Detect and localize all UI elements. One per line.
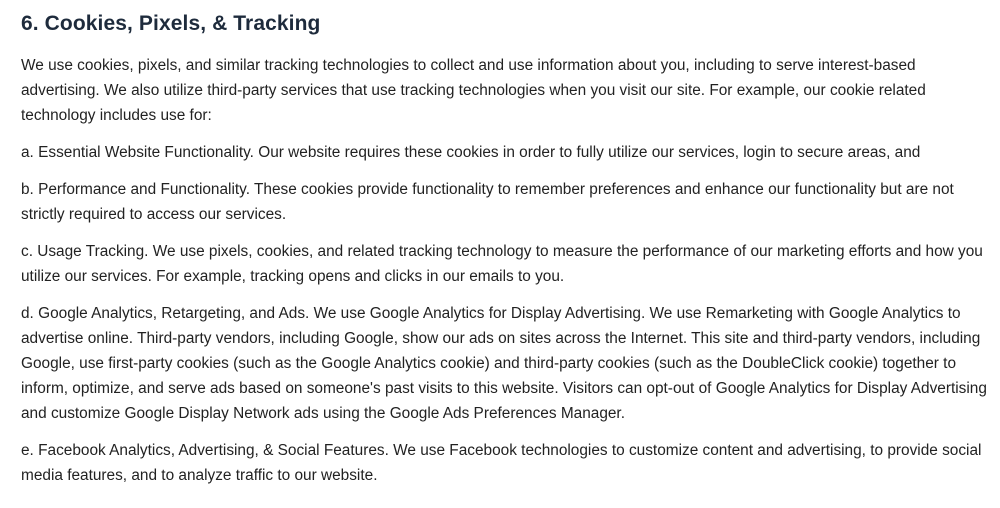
list-item-essential-functionality: a. Essential Website Functionality. Our website requires these cookies in order to fully utilize our services, login to secure areas, and (21, 144, 921, 161)
list-item-performance-functionality: b. Performance and Functionality. These cookies provide functionality to remember preferences and enhance our functionality but are not strictly required to access our services. (21, 181, 954, 223)
list-item-usage-tracking: c. Usage Tracking. We use pixels, cookies, and related tracking technology to measure the performance of our marketing efforts and how you utilize our services. For example, tracking opens and clicks in our emails to you. (21, 243, 983, 285)
list-item-google-analytics: d. Google Analytics, Retargeting, and Ads. We use Google Analytics for Display Advertising. We use Remarketing with Google Analytics to advertise online. Third-party vendors, including Google, show our ads on sites across the Internet. This site and third-party vendors, including Google, use first-party cookies (such as the Google Analytics cookie) and third-party cookies (such as the DoubleClick cookie) together to inform, optimize, and serve ads based on someone's past visits to this website. Visitors can opt-out of Google Analytics for Display Advertising and customize Google Display Network ads using the Google Ads Preferences Manager. (21, 305, 987, 422)
list-item-facebook-analytics: e. Facebook Analytics, Advertising, & Social Features. We use Facebook technologies to customize content and advertising, to provide social media features, and to analyze traffic to our website. (21, 442, 982, 484)
section-intro: We use cookies, pixels, and similar tracking technologies to collect and use information about you, including to serve interest-based advertising. We also utilize third-party services that use tracking technologies when you visit our site. For example, our cookie related technology includes use for: (21, 57, 926, 124)
section-title: 6. Cookies, Pixels, & Tracking (21, 12, 321, 35)
privacy-section (21, 9, 987, 500)
